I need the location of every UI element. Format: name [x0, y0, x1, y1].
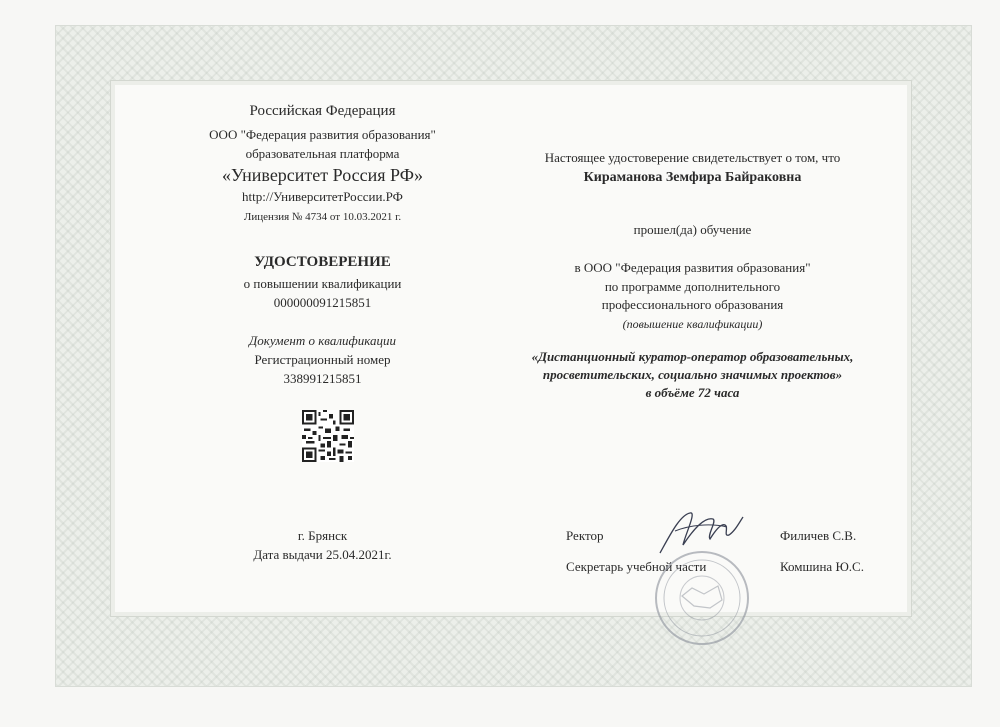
platform-label: образовательная платформа — [245, 146, 400, 161]
program-kind: (повышение квалификации) — [622, 317, 763, 331]
license-line: Лицензия № 4734 от 10.03.2021 г. — [243, 211, 402, 223]
completed-line: прошел(да) обучение — [633, 222, 752, 237]
qr-code — [302, 410, 354, 462]
recipient-name: Кираманова Земфира Байраковна — [583, 170, 802, 185]
org-name: ООО "Федерация развития образования" — [209, 127, 436, 142]
course-title-line-1: «Дистанционный куратор-оператор образовательных, — [531, 349, 854, 364]
rector-name: Филичев С.В. — [780, 528, 857, 543]
certificate-number: 000000091215851 — [273, 295, 372, 310]
city: г. Брянск — [297, 528, 348, 543]
document-type: Документ о квалификации — [249, 333, 396, 348]
rector-label: Ректор — [566, 528, 604, 543]
course-title-line-2: просветительских, социально значимых проектов» — [542, 367, 843, 382]
certificate-subtitle: о повышении квалификации — [243, 276, 402, 291]
country-line: Российская Федерация — [249, 103, 396, 119]
secretary-label: Секретарь учебной части — [566, 559, 707, 574]
certificate-title: УДОСТОВЕРЕНИЕ — [254, 254, 391, 270]
intro-line: Настоящее удостоверение свидетельствует о том, что — [544, 150, 841, 165]
training-org: в ООО "Федерация развития образования" — [574, 260, 811, 275]
program-line-2: профессионального образования — [601, 297, 784, 312]
rector-signature — [655, 505, 745, 560]
platform-url: http://УниверситетРоссии.РФ — [242, 189, 403, 204]
secretary-name: Комшина Ю.С. — [780, 559, 864, 574]
program-line-1: по программе дополнительного — [604, 279, 781, 294]
issue-date: Дата выдачи 25.04.2021г. — [253, 547, 392, 562]
platform-name: «Университет Россия РФ» — [222, 165, 423, 185]
registration-label: Регистрационный номер — [254, 352, 391, 367]
course-hours: в объёме 72 часа — [645, 385, 740, 400]
registration-number: 338991215851 — [283, 371, 362, 386]
stamp-seal — [652, 548, 752, 648]
